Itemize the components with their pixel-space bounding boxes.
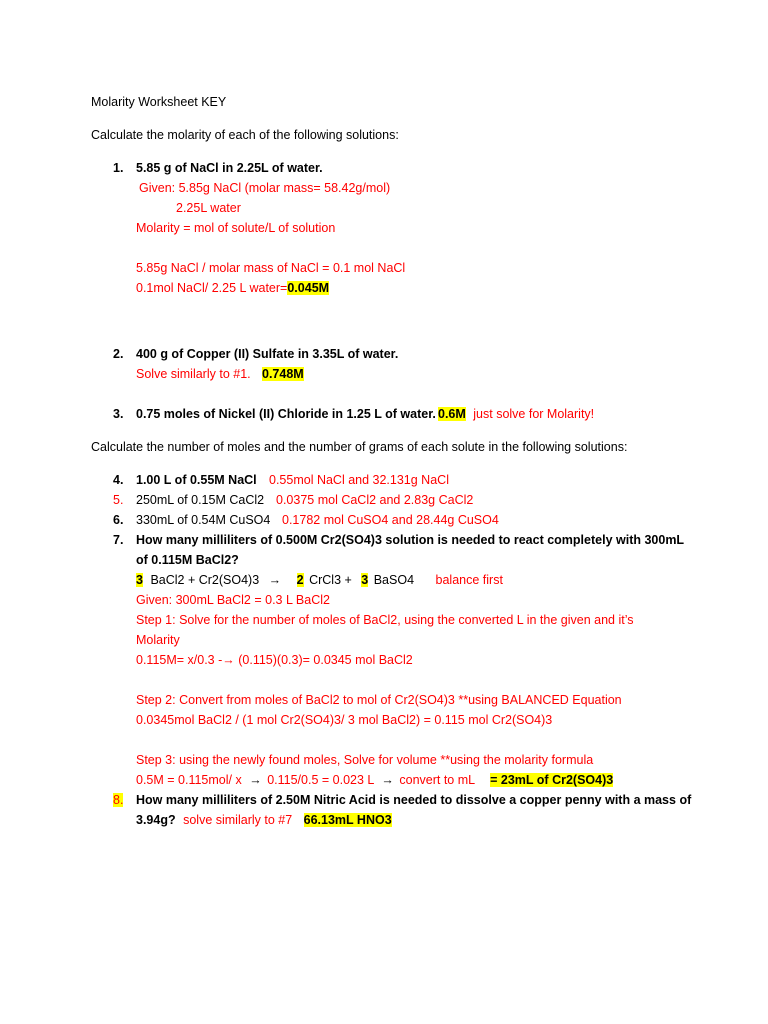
q7-step2-calc: 0.0345mol BaCl2 / (1 mol Cr2(SO4)3/ 3 mol BaCl2) = 0.115 mol Cr2(SO4)3 — [136, 713, 553, 727]
q2-question: 400 g of Copper (II) Sulfate in 3.35L of water. — [136, 347, 399, 361]
q7-step3-calc — [136, 772, 613, 788]
q1-given: Given: 5.85g NaCl (molar mass= 58.42g/mol) — [139, 181, 391, 195]
q6-question: 330mL of 0.54M CuSO4 — [136, 513, 271, 527]
q7-step3-calc-c: convert to mL — [399, 773, 475, 787]
q4-answer: 0.55mol NaCl and 32.131g NaCl — [269, 473, 449, 487]
q8-note: solve similarly to #7 — [183, 813, 293, 827]
q7-eq-product1: CrCl3 + — [309, 573, 352, 587]
arrow-icon: → — [249, 773, 262, 787]
q7-eq-coef2: 2 — [296, 573, 304, 587]
q5-question: 250mL of 0.15M CaCl2 — [136, 493, 265, 507]
q1-step2 — [136, 280, 329, 296]
q7-eq-coef1: 3 — [136, 573, 143, 587]
q8-number-wrap — [113, 792, 123, 808]
q8-line2 — [136, 812, 392, 828]
q1-given-water: 2.25L water — [176, 201, 241, 215]
q5-answer: 0.0375 mol CaCl2 and 2.83g CaCl2 — [276, 493, 474, 507]
q1-step1: 5.85g NaCl / molar mass of NaCl = 0.1 mol NaCl — [136, 261, 406, 275]
q6-answer: 0.1782 mol CuSO4 and 28.44g CuSO4 — [282, 513, 499, 527]
q7-eq-product2: BaSO4 — [373, 573, 415, 587]
q3-question: 0.75 moles of Nickel (II) Chloride in 1.25 L of water. — [136, 407, 436, 421]
q3-note: just solve for Molarity! — [473, 407, 595, 421]
q7-question-line2: of 0.115M BaCl2? — [136, 553, 239, 567]
q1-number: 1. — [113, 161, 124, 175]
q7-number: 7. — [113, 533, 124, 547]
q7-answer: = 23mL of Cr2(SO4)3 — [490, 773, 614, 787]
q3-answer-line — [438, 406, 594, 422]
q1-step2-text: 0.1mol NaCl/ 2.25 L water= — [136, 281, 288, 295]
q2-answer-wrap — [262, 366, 304, 382]
q2-answer: 0.748M — [262, 367, 304, 381]
q7-step3-line1: Step 3: using the newly found moles, Solve for volume **using the molarity formula — [136, 753, 594, 767]
q7-given: Given: 300mL BaCl2 = 0.3 L BaCl2 — [136, 593, 330, 607]
q2-number: 2. — [113, 347, 124, 361]
q8-question-line2: 3.94g? — [136, 813, 176, 827]
q1-answer: 0.045M — [287, 281, 330, 295]
q3-answer: 0.6M — [438, 407, 466, 421]
q5-number: 5. — [113, 493, 124, 507]
q7-step1-calc: 0.115M= x/0.3 -→ (0.115)(0.3)= 0.0345 mol BaCl2 — [136, 653, 413, 667]
q8-answer: 66.13mL HNO3 — [303, 813, 392, 827]
worksheet-title: Molarity Worksheet KEY — [91, 95, 227, 109]
q4-number: 4. — [113, 473, 124, 487]
arrow-icon: → — [268, 573, 282, 587]
q7-step1-line2: Molarity — [136, 633, 180, 647]
q7-balanced-equation — [136, 572, 503, 588]
q8-number: 8. — [113, 793, 124, 807]
q1-formula: Molarity = mol of solute/L of solution — [136, 221, 336, 235]
q7-step1-line1: Step 1: Solve for the number of moles of BaCl2, using the converted L in the given and it’s — [136, 613, 634, 627]
arrow-icon: → — [381, 773, 394, 787]
q7-step3-calc-a: 0.5M = 0.115mol/ x — [136, 773, 242, 787]
q6-number: 6. — [113, 513, 124, 527]
q3-number: 3. — [113, 407, 124, 421]
q4-question: 1.00 L of 0.55M NaCl — [136, 473, 257, 487]
q8-question-line1: How many milliliters of 2.50M Nitric Acid is needed to dissolve a copper penny with a mass of — [136, 793, 692, 807]
q7-eq-coef3: 3 — [361, 573, 369, 587]
q2-note: Solve similarly to #1. — [136, 367, 251, 381]
section1-intro: Calculate the molarity of each of the following solutions: — [91, 128, 399, 142]
q7-question-line1: How many milliliters of 0.500M Cr2(SO4)3 solution is needed to react completely with 300mL — [136, 533, 685, 547]
section2-intro: Calculate the number of moles and the number of grams of each solute in the following solutions: — [91, 440, 628, 454]
q7-step3-calc-b: 0.115/0.5 = 0.023 L — [267, 773, 374, 787]
q7-eq-note: balance first — [435, 573, 503, 587]
q7-eq-reactants: BaCl2 + Cr2(SO4)3 — [150, 573, 260, 587]
q7-step2-line1: Step 2: Convert from moles of BaCl2 to mol of Cr2(SO4)3 **using BALANCED Equation — [136, 693, 622, 707]
q1-question: 5.85 g of NaCl in 2.25L of water. — [136, 161, 323, 175]
